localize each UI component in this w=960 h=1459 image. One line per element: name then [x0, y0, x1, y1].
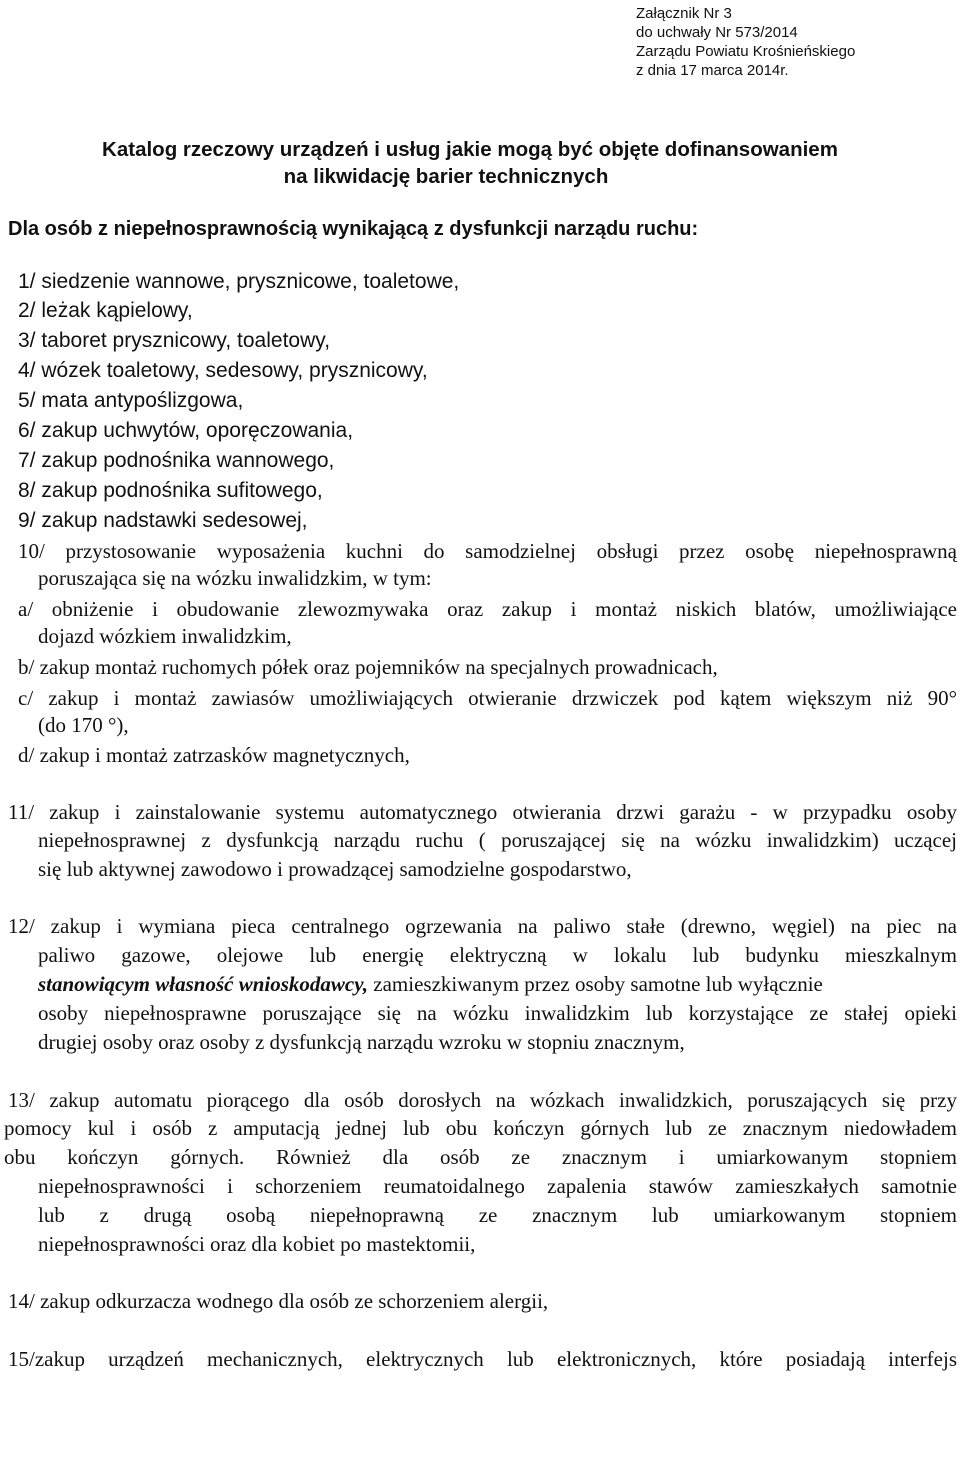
list-item-1: 1/ siedzenie wannowe, prysznicowe, toaletowe, — [18, 270, 460, 293]
list-item-15: 15/zakup urządzeń mechanicznych, elektrycznych lub elektronicznych, które posiadają interfejs — [8, 1347, 957, 1371]
header-line-2: do uchwały Nr 573/2014 — [636, 24, 798, 41]
list-item-13-line-3: obu kończyn górnych. Również dla osób ze znacznym i umiarkowanym stopniem — [4, 1145, 957, 1169]
subitem-a-line-2: dojazd wózkiem inwalidzkim, — [38, 624, 292, 648]
list-item-12-line-2: paliwo gazowe, olejowe lub energię elektryczną w lokalu lub budynku mieszkalnym — [38, 943, 957, 967]
subitem-d: d/ zakup i montaż zatrzasków magnetycznych, — [18, 743, 410, 767]
list-item-8: 8/ zakup podnośnika sufitowego, — [18, 479, 323, 502]
list-item-13-line-6: niepełnosprawności oraz dla kobiet po mastektomii, — [38, 1232, 476, 1256]
list-item-9: 9/ zakup nadstawki sedesowej, — [18, 509, 308, 532]
list-item-13-line-5: lub z drugą osobą niepełnoprawną ze znacznym lub umiarkowanym stopniem — [38, 1203, 957, 1227]
subitem-a-line-1: a/ obniżenie i obudowanie zlewozmywaka oraz zakup i montaż niskich blatów, umożliwiające — [18, 597, 957, 621]
list-item-11-line-2: niepełnosprawnej z dysfunkcją narządu ruchu ( poruszającej się na wózku inwalidzkim) uczącej — [38, 828, 957, 852]
applicant-ownership-emphasis: stanowiącym własność wnioskodawcy, — [38, 972, 369, 996]
document-title — [0, 136, 960, 190]
subitem-c-line-1: c/ zakup i montaż zawiasów umożliwiających otwieranie drzwiczek pod kątem większym niż 90° — [18, 686, 957, 710]
title-line-2: na likwidację barier technicznych — [283, 165, 609, 188]
list-item-12-line-3-rest: zamieszkiwanym przez osoby samotne lub wyłącznie — [368, 972, 823, 996]
list-item-7: 7/ zakup podnośnika wannowego, — [18, 449, 335, 472]
list-item-13-line-2: pomocy kul i osób z amputacją jednej lub obu kończyn górnych lub ze znacznym niedowładem — [4, 1116, 957, 1140]
header-line-4: z dnia 17 marca 2014r. — [636, 62, 789, 79]
header-line-3: Zarządu Powiatu Krośnieńskiego — [636, 43, 856, 60]
title-line-1: Katalog rzeczowy urządzeń i usług jakie mogą być objęte dofinansowaniem — [102, 138, 838, 161]
list-item-2: 2/ leżak kąpielowy, — [18, 299, 193, 322]
list-item-3: 3/ taboret prysznicowy, toaletowy, — [18, 329, 331, 352]
list-item-10-line-1: 10/ przystosowanie wyposażenia kuchni do samodzielnej obsługi przez osobę niepełnosprawną — [18, 539, 957, 563]
list-item-5: 5/ mata antypoślizgowa, — [18, 389, 244, 412]
list-item-12-line-5: drugiej osoby oraz osoby z dysfunkcją narządu wzroku w stopniu znacznym, — [38, 1030, 685, 1054]
list-item-12-line-1: 12/ zakup i wymiana pieca centralnego ogrzewania na paliwo stałe (drewno, węgiel) na piec na — [8, 914, 957, 938]
list-item-14: 14/ zakup odkurzacza wodnego dla osób ze schorzeniem alergii, — [8, 1289, 549, 1313]
list-item-11-line-1: 11/ zakup i zainstalowanie systemu automatycznego otwierania drzwi garażu - w przypadku osoby — [8, 800, 957, 824]
list-item-10-line-2: poruszająca się na wózku inwalidzkim, w tym: — [38, 566, 432, 590]
list-item-12-line-4: osoby niepełnosprawne poruszające się na wózku inwalidzkim lub korzystające ze stałej opieki — [38, 1001, 957, 1025]
list-item-13-line-4: niepełnosprawności i schorzeniem reumatoidalnego zapalenia stawów zamieszkałych samotnie — [38, 1174, 957, 1198]
subitem-b: b/ zakup montaż ruchomych półek oraz pojemników na specjalnych prowadnicach, — [18, 655, 718, 679]
subitem-c-line-2: (do 170 °), — [38, 713, 129, 737]
list-item-13-line-1: 13/ zakup automatu piorącego dla osób dorosłych na wózkach inwalidzkich, poruszających się przy — [8, 1088, 957, 1112]
section-heading: Dla osób z niepełnosprawnością wynikającą z dysfunkcji narządu ruchu: — [8, 218, 699, 240]
list-item-11-line-3: się lub aktywnej zawodowo i prowadzącej samodzielne gospodarstwo, — [38, 857, 632, 881]
list-item-4: 4/ wózek toaletowy, sedesowy, prysznicowy, — [18, 359, 428, 382]
header-line-1: Załącznik Nr 3 — [636, 5, 732, 22]
attachment-header — [636, 4, 855, 80]
list-item-6: 6/ zakup uchwytów, oporęczowania, — [18, 419, 354, 442]
list-item-12-line-3 — [38, 972, 960, 997]
